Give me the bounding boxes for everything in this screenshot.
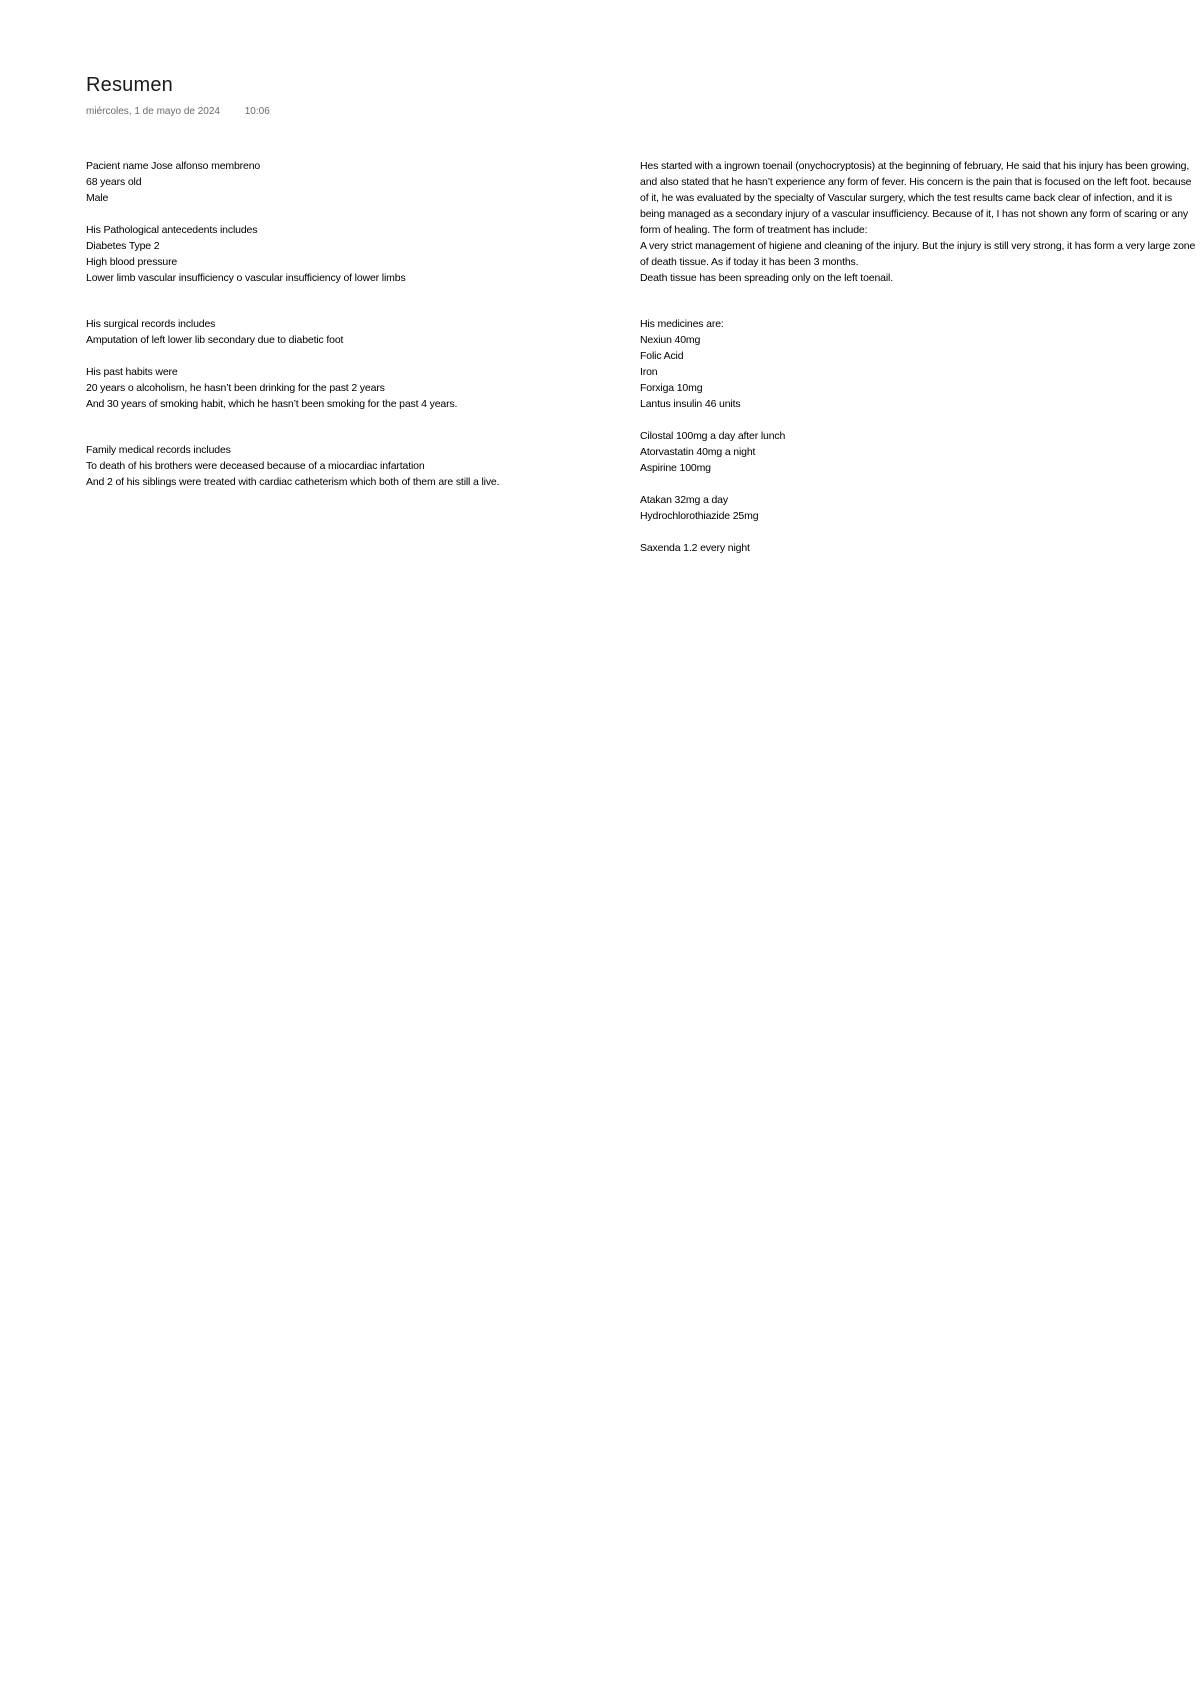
medicine-item: Forxiga 10mg — [640, 382, 703, 394]
history-paragraph: Hes started with a ingrown toenail (onychocryptosis) at the beginning of february, He said that his injury has been growing, and also stated that he hasn’t experience any form of fever. His concern is the pain that is focused on the left foot. because of it, he was evaluated by the specialty of Vascular surgery, which the test results came back clear of infection, and it is being managed as a secondary injury of a vascular insufficiency. Because of it, I has not shown any form of scaring or any form of healing. The form of treatment has include: — [640, 160, 1192, 236]
patient-info-block — [86, 158, 626, 206]
medicines-block-3 — [640, 492, 1196, 524]
medicines-block-1 — [640, 316, 1196, 412]
medicines-block-2 — [640, 428, 1196, 476]
medicine-item: Lantus insulin 46 units — [640, 398, 741, 410]
page-time: 10:06 — [244, 106, 270, 117]
page-date: miércoles, 1 de mayo de 2024 — [86, 106, 220, 117]
family-heading: Family medical records includes — [86, 444, 231, 456]
patient-age-line: 68 years old — [86, 176, 142, 188]
pathological-item: Lower limb vascular insufficiency o vascular insufficiency of lower limbs — [86, 272, 406, 284]
surgical-item: Amputation of left lower lib secondary due to diabetic foot — [86, 334, 344, 346]
pathological-item: Diabetes Type 2 — [86, 240, 160, 252]
patient-sex-line: Male — [86, 192, 109, 204]
habits-heading: His past habits were — [86, 366, 178, 378]
medicine-item: Saxenda 1.2 every night — [640, 542, 750, 554]
pathological-block — [86, 222, 626, 286]
surgical-block — [86, 316, 626, 348]
death-tissue-line: Death tissue has been spreading only on the left toenail. — [640, 272, 893, 284]
patient-name-line: Pacient name Jose alfonso membreno — [86, 160, 261, 172]
family-item: And 2 of his siblings were treated with cardiac catheterism which both of them are still a live. — [86, 476, 500, 488]
medicine-item: Iron — [640, 366, 658, 378]
treatment-paragraph: A very strict management of higiene and cleaning of the injury. But the injury is still very strong, it has form a very large zone of death tissue. As if today it has been 3 months. — [640, 240, 1196, 268]
habits-block — [86, 364, 626, 412]
left-column — [86, 158, 626, 490]
habits-item: 20 years o alcoholism, he hasn’t been drinking for the past 2 years — [86, 382, 385, 394]
medicine-item: Aspirine 100mg — [640, 462, 711, 474]
surgical-heading: His surgical records includes — [86, 318, 216, 330]
family-block — [86, 442, 626, 490]
right-column — [640, 158, 1196, 556]
family-item: To death of his brothers were deceased because of a miocardiac infartation — [86, 460, 425, 472]
pathological-item: High blood pressure — [86, 256, 178, 268]
medicine-item: Atorvastatin 40mg a night — [640, 446, 756, 458]
page-meta — [86, 106, 270, 117]
medicine-item: Folic Acid — [640, 350, 684, 362]
page-title: Resumen — [86, 74, 173, 96]
habits-item: And 30 years of smoking habit, which he hasn’t been smoking for the past 4 years. — [86, 398, 458, 410]
medicine-item: Hydrochlorothiazide 25mg — [640, 510, 759, 522]
medicine-item: Nexiun 40mg — [640, 334, 701, 346]
medicines-heading: His medicines are: — [640, 318, 724, 330]
medicine-item: Cilostal 100mg a day after lunch — [640, 430, 786, 442]
medicine-item: Atakan 32mg a day — [640, 494, 728, 506]
history-block — [640, 158, 1196, 286]
medicines-block-4 — [640, 540, 1196, 556]
pathological-heading: His Pathological antecedents includes — [86, 224, 258, 236]
